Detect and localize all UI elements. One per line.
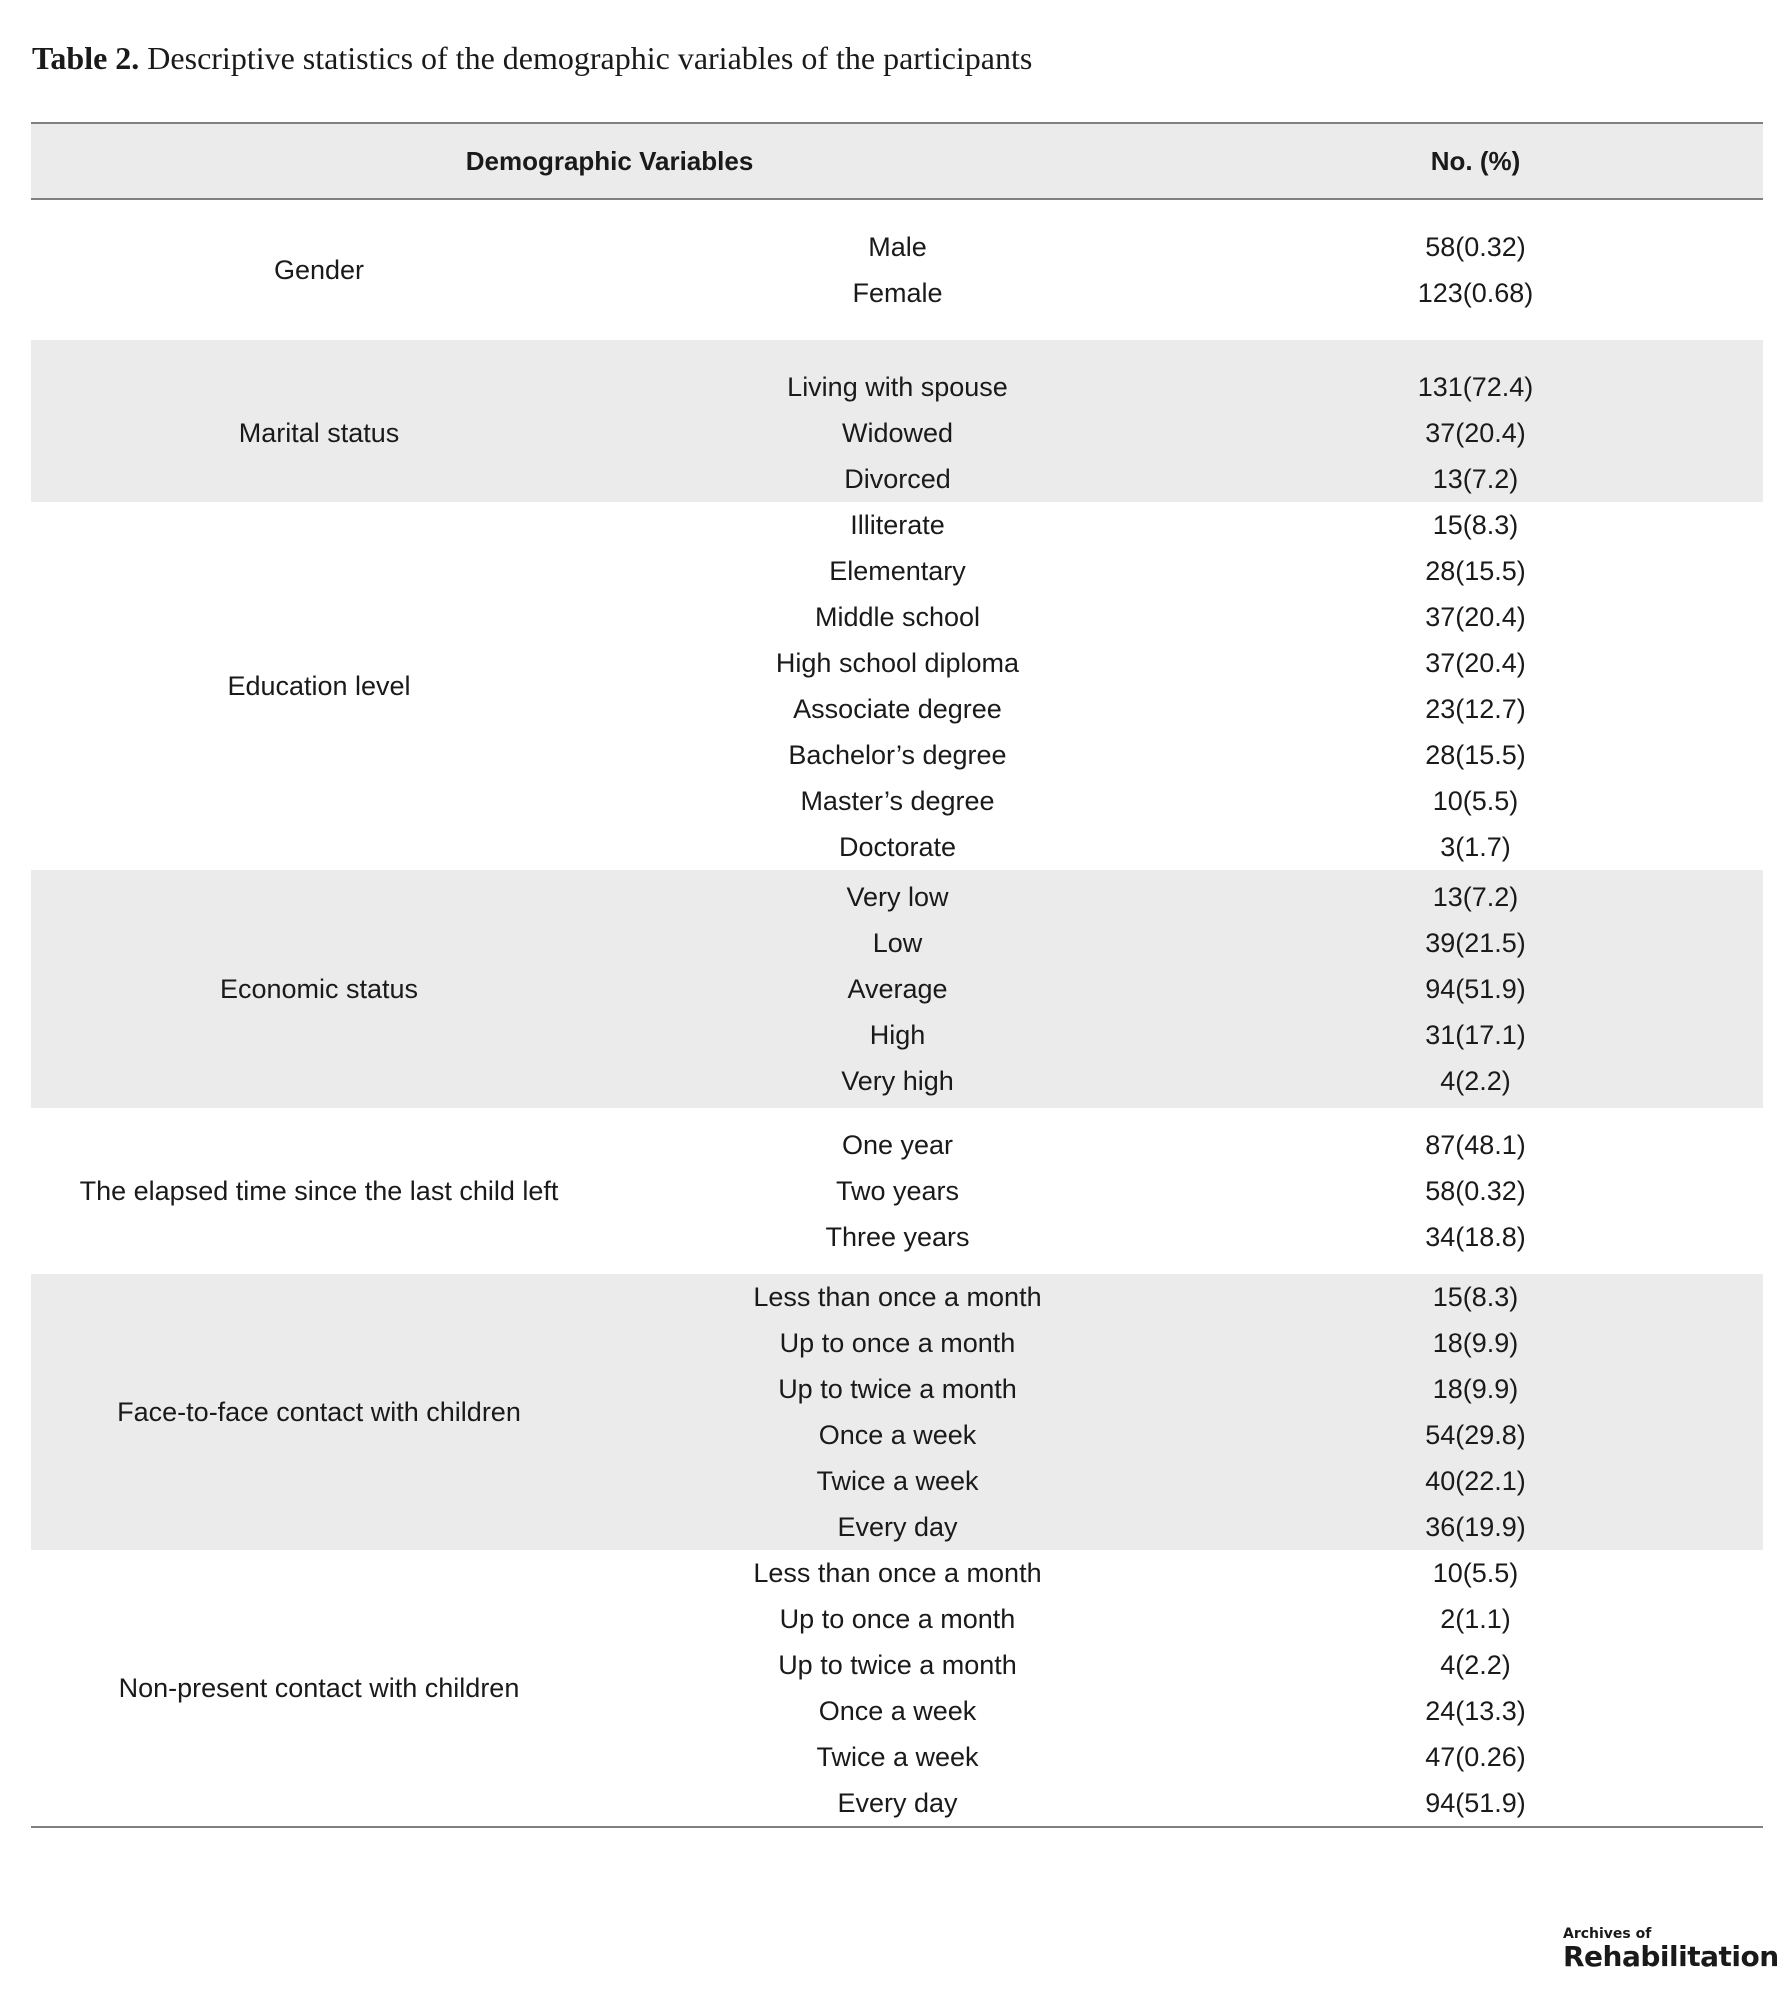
category-cell: Master’s degree — [800, 785, 995, 816]
group-label: Education level — [227, 670, 411, 701]
value-cell: 131(72.4) — [1417, 371, 1534, 402]
table-row — [607, 874, 1763, 920]
category-cell: Three years — [825, 1221, 970, 1252]
table-group — [31, 200, 1763, 340]
category-cell: Twice a week — [816, 1465, 979, 1496]
table-row — [607, 1320, 1763, 1366]
table-row — [607, 548, 1763, 594]
group-rows — [607, 224, 1763, 316]
category-cell: Elementary — [829, 555, 966, 586]
value-cell: 37(20.4) — [1425, 601, 1526, 632]
table-row — [607, 778, 1763, 824]
value-cell: 24(13.3) — [1425, 1695, 1526, 1726]
table-row — [607, 1458, 1763, 1504]
table-group — [31, 340, 1763, 502]
category-cell: Less than once a month — [753, 1281, 1042, 1312]
value-cell: 13(7.2) — [1432, 881, 1519, 912]
category-cell: Up to once a month — [779, 1327, 1016, 1358]
category-cell: Male — [868, 231, 927, 262]
header-no-percent: No. (%) — [1430, 145, 1521, 176]
table-caption-label: Table 2. — [32, 40, 140, 76]
group-label: Economic status — [219, 973, 419, 1004]
journal-logo — [1563, 1926, 1779, 1973]
value-cell: 10(5.5) — [1432, 785, 1519, 816]
table-row — [607, 1366, 1763, 1412]
value-cell: 39(21.5) — [1425, 927, 1526, 958]
group-rows — [607, 502, 1763, 870]
value-cell: 28(15.5) — [1425, 555, 1526, 586]
table-group — [31, 502, 1763, 870]
value-cell: 36(19.9) — [1425, 1511, 1526, 1542]
category-cell: Low — [872, 927, 923, 958]
group-rows — [607, 1274, 1763, 1550]
category-cell: Bachelor’s degree — [788, 739, 1007, 770]
category-cell: High — [869, 1019, 926, 1050]
category-cell: Twice a week — [816, 1741, 979, 1772]
category-cell: Up to twice a month — [778, 1649, 1017, 1680]
group-label: The elapsed time since the last child left — [79, 1175, 559, 1206]
category-cell: Illiterate — [850, 509, 945, 540]
table-row — [607, 1122, 1763, 1168]
value-cell: 18(9.9) — [1432, 1373, 1519, 1404]
value-cell: 13(7.2) — [1432, 463, 1519, 494]
value-cell: 2(1.1) — [1440, 1603, 1511, 1634]
table-row — [607, 502, 1763, 548]
group-rows — [607, 364, 1763, 502]
table-row — [607, 686, 1763, 732]
value-cell: 34(18.8) — [1425, 1221, 1526, 1252]
table-row — [607, 1058, 1763, 1104]
group-rows — [607, 1550, 1763, 1826]
category-cell: Less than once a month — [753, 1557, 1042, 1588]
category-cell: Once a week — [818, 1695, 977, 1726]
table-row — [607, 364, 1763, 410]
value-cell: 54(29.8) — [1425, 1419, 1526, 1450]
value-cell: 15(8.3) — [1432, 509, 1519, 540]
category-cell: Doctorate — [838, 831, 957, 862]
table-body — [31, 200, 1763, 1826]
category-cell: High school diploma — [775, 647, 1020, 678]
value-cell: 4(2.2) — [1440, 1649, 1511, 1680]
table-group — [31, 1274, 1763, 1550]
category-cell: Once a week — [818, 1419, 977, 1450]
value-cell: 4(2.2) — [1440, 1065, 1511, 1096]
table-row — [607, 1780, 1763, 1826]
value-cell: 94(51.9) — [1425, 1787, 1526, 1818]
table-row — [607, 1168, 1763, 1214]
category-cell: Widowed — [841, 417, 954, 448]
value-cell: 31(17.1) — [1425, 1019, 1526, 1050]
table-caption-text: Descriptive statistics of the demographic variables of the participants — [139, 40, 1033, 76]
logo-small-text: Archives of — [1563, 1926, 1652, 1942]
category-cell: Up to twice a month — [778, 1373, 1017, 1404]
value-cell: 94(51.9) — [1425, 973, 1526, 1004]
category-cell: Associate degree — [793, 693, 1002, 724]
group-rows — [607, 874, 1763, 1104]
demographics-table — [31, 122, 1763, 1828]
table-row — [607, 1214, 1763, 1260]
value-cell: 28(15.5) — [1425, 739, 1526, 770]
value-cell: 15(8.3) — [1432, 1281, 1519, 1312]
table-group — [31, 1550, 1763, 1826]
table-header-row — [31, 124, 1763, 200]
table-group — [31, 1108, 1763, 1274]
category-cell: Divorced — [844, 463, 951, 494]
value-cell: 47(0.26) — [1425, 1741, 1526, 1772]
value-cell: 37(20.4) — [1425, 647, 1526, 678]
category-cell: Middle school — [814, 601, 981, 632]
table-group — [31, 870, 1763, 1108]
table-row — [607, 920, 1763, 966]
table-row — [607, 966, 1763, 1012]
group-label: Marital status — [238, 417, 400, 448]
table-row — [607, 732, 1763, 778]
table-caption — [32, 34, 1032, 82]
category-cell: Up to once a month — [779, 1603, 1016, 1634]
value-cell: 58(0.32) — [1425, 1175, 1526, 1206]
category-cell: Female — [852, 277, 943, 308]
table-row — [607, 1504, 1763, 1550]
group-rows — [607, 1122, 1763, 1260]
category-cell: Average — [847, 973, 948, 1004]
table-row — [607, 1688, 1763, 1734]
category-cell: One year — [841, 1129, 954, 1160]
value-cell: 40(22.1) — [1425, 1465, 1526, 1496]
value-cell: 87(48.1) — [1425, 1129, 1526, 1160]
table-row — [607, 1734, 1763, 1780]
table-row — [607, 1550, 1763, 1596]
header-demographic-variables: Demographic Variables — [465, 145, 754, 176]
category-cell: Living with spouse — [787, 371, 1008, 402]
value-cell: 37(20.4) — [1425, 417, 1526, 448]
category-cell: Every day — [837, 1511, 958, 1542]
table-row — [607, 594, 1763, 640]
table-row — [607, 224, 1763, 270]
table-row — [607, 1274, 1763, 1320]
table-row — [607, 1642, 1763, 1688]
value-cell: 123(0.68) — [1417, 277, 1534, 308]
category-cell: Very high — [841, 1065, 954, 1096]
category-cell: Two years — [835, 1175, 960, 1206]
group-label: Non-present contact with children — [118, 1672, 520, 1703]
value-cell: 18(9.9) — [1432, 1327, 1519, 1358]
table-row — [607, 456, 1763, 502]
table-row — [607, 1012, 1763, 1058]
value-cell: 3(1.7) — [1440, 831, 1511, 862]
table-row — [607, 270, 1763, 316]
category-cell: Very low — [846, 881, 949, 912]
table-row — [607, 1412, 1763, 1458]
logo-big-text: Rehabilitation — [1563, 1940, 1779, 1973]
table-row — [607, 824, 1763, 870]
category-cell: Every day — [837, 1787, 958, 1818]
value-cell: 10(5.5) — [1432, 1557, 1519, 1588]
value-cell: 58(0.32) — [1425, 231, 1526, 262]
group-label: Gender — [273, 254, 365, 285]
value-cell: 23(12.7) — [1425, 693, 1526, 724]
table-row — [607, 640, 1763, 686]
group-label: Face-to-face contact with children — [117, 1396, 521, 1427]
table-row — [607, 1596, 1763, 1642]
table-row — [607, 410, 1763, 456]
